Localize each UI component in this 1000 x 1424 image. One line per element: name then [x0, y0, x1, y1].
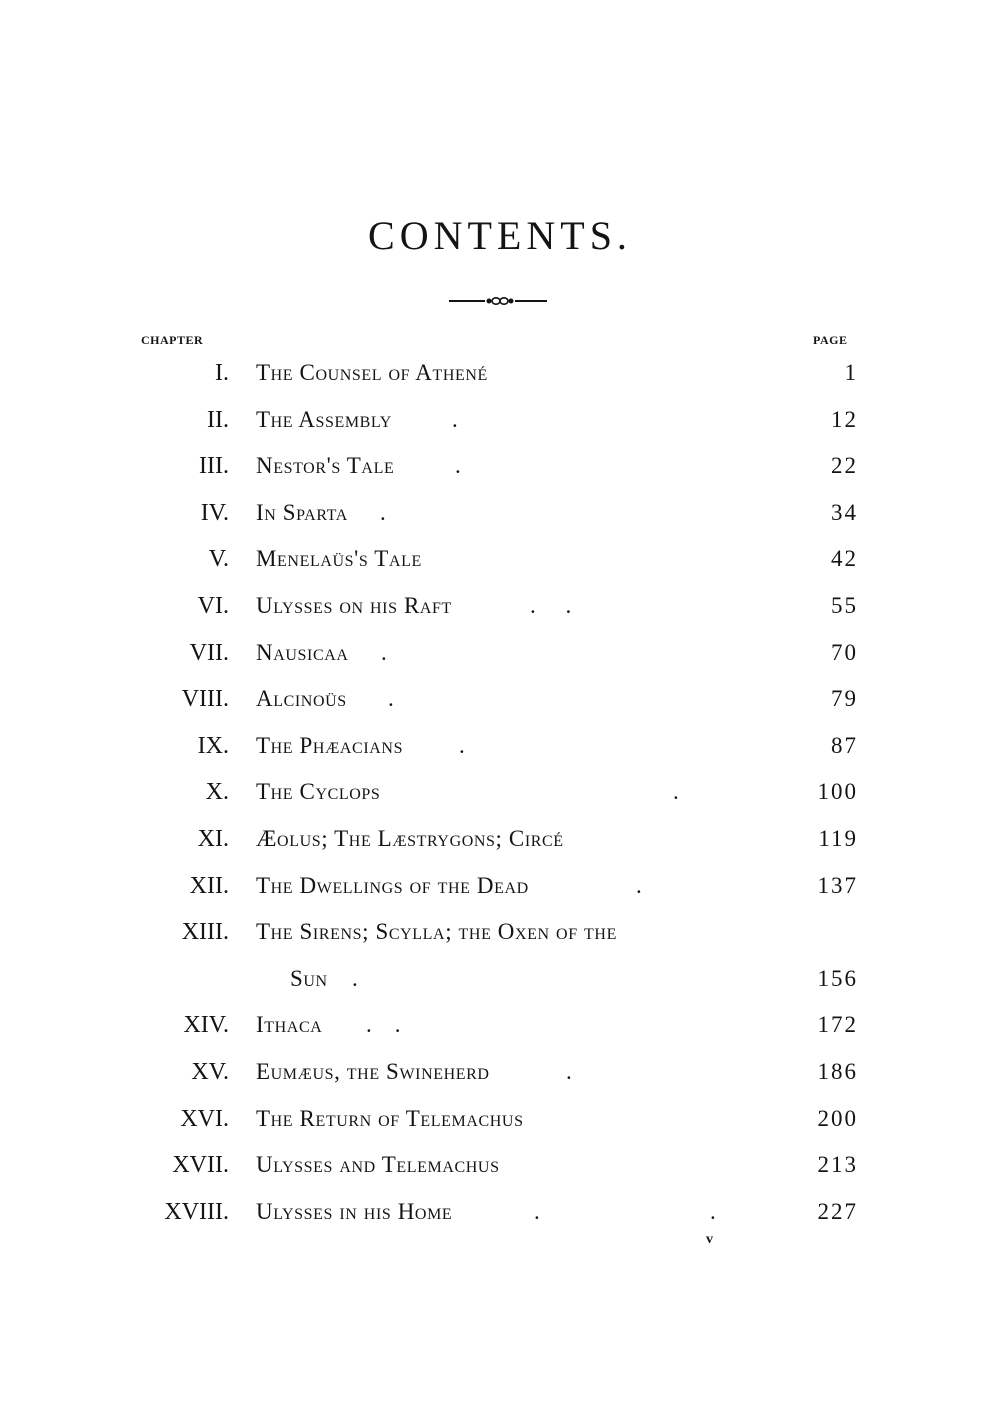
dot-leader: . [534, 1198, 540, 1224]
toc-row [0, 445, 1000, 492]
chapter-page: 119 [818, 825, 858, 851]
chapter-page: 227 [817, 1198, 858, 1224]
chapter-page: 79 [831, 686, 858, 712]
chapter-numeral: III. [199, 453, 229, 480]
chapter-title: The Dwellings of the Dead [256, 872, 529, 898]
chapter-numeral: VIII. [181, 686, 229, 713]
chapter-numeral: X. [205, 779, 229, 806]
chapter-numeral: XVII. [172, 1152, 229, 1179]
dot-leader: . [452, 406, 458, 432]
chapter-numeral: XIII. [181, 919, 229, 946]
chapter-page: 137 [817, 872, 858, 898]
dot-leader: . . [530, 592, 584, 618]
dot-leader-far: . [710, 1198, 716, 1224]
chapter-title: The Cyclops [256, 779, 381, 805]
toc-row [0, 399, 1000, 446]
chapter-title: Menelaüs's Tale [256, 546, 422, 572]
toc-row [0, 492, 1000, 539]
chapter-title-continued: Sun [290, 965, 328, 991]
chapter-page: 172 [817, 1012, 858, 1038]
chapter-numeral: XVIII. [164, 1198, 229, 1225]
toc-row [0, 865, 1000, 912]
dot-leader: . [381, 639, 387, 665]
chapter-title: Ulysses on his Raft [256, 592, 452, 618]
chapter-page: 186 [817, 1058, 858, 1084]
chapter-column-label: CHAPTER [141, 333, 204, 347]
page-title: CONTENTS. [368, 213, 632, 258]
chapter-page: 34 [831, 499, 858, 525]
ornament-divider-icon [449, 292, 547, 310]
toc-row [0, 771, 1000, 818]
page-column-label: PAGE [813, 333, 848, 347]
chapter-title: The Return of Telemachus [256, 1105, 524, 1131]
chapter-page: 55 [831, 592, 858, 618]
toc-row [0, 818, 1000, 865]
chapter-page: 22 [831, 453, 858, 479]
chapter-numeral: II. [207, 406, 229, 433]
chapter-title: The Phæacians [256, 732, 404, 758]
dot-leader: . [459, 732, 465, 758]
table-of-contents [0, 352, 1000, 1237]
chapter-title: In Sparta [256, 499, 348, 525]
toc-row [0, 1144, 1000, 1191]
toc-row [0, 352, 1000, 399]
chapter-title: The Counsel of Athené [256, 360, 488, 385]
chapter-numeral: XI. [197, 825, 229, 852]
chapter-title: Ulysses in his Home [256, 1198, 453, 1224]
toc-row [0, 911, 1000, 958]
chapter-title: Nestor's Tale [256, 453, 395, 479]
chapter-title: The Assembly [256, 406, 392, 432]
chapter-title: Ulysses and Telemachus [256, 1152, 500, 1178]
chapter-title: Eumæus, the Swineherd [256, 1058, 490, 1084]
folio-page-number: v [706, 1232, 713, 1247]
chapter-numeral: V. [208, 546, 229, 573]
chapter-page: 12 [831, 406, 858, 432]
chapter-page: 213 [817, 1152, 858, 1178]
toc-row [0, 678, 1000, 725]
chapter-title: Ithaca [256, 1012, 323, 1038]
chapter-title: Nausicaa [256, 639, 349, 665]
dot-leader: . [673, 779, 679, 805]
toc-row [0, 725, 1000, 772]
toc-row [0, 958, 1000, 1005]
toc-row [0, 1004, 1000, 1051]
chapter-page: 87 [831, 732, 858, 758]
dot-leader: . [455, 453, 461, 479]
chapter-page: 100 [817, 779, 858, 805]
dot-leader: . [636, 872, 642, 898]
chapter-title: Æolus; The Læstrygons; Circé [256, 825, 564, 851]
toc-row [0, 1191, 1000, 1238]
chapter-title: Alcinoüs [256, 686, 347, 712]
chapter-numeral: I. [215, 360, 229, 386]
chapter-page: 156 [817, 965, 858, 991]
chapter-page: 200 [817, 1105, 858, 1131]
toc-row [0, 538, 1000, 585]
chapter-numeral: XVI. [180, 1105, 229, 1132]
chapter-page: 1 [844, 360, 858, 385]
chapter-numeral: VI. [197, 592, 229, 619]
dot-leader: . [566, 1058, 572, 1084]
dot-leader: . [352, 965, 358, 991]
dot-leader: . . [366, 1012, 401, 1038]
toc-row [0, 1098, 1000, 1145]
chapter-numeral: IV. [200, 499, 229, 526]
toc-row [0, 585, 1000, 632]
dot-leader: . [380, 499, 386, 525]
chapter-numeral: XV. [191, 1058, 229, 1085]
chapter-page: 42 [831, 546, 858, 572]
toc-row [0, 1051, 1000, 1098]
toc-row [0, 632, 1000, 679]
chapter-numeral: IX. [197, 732, 229, 759]
chapter-page: 70 [831, 639, 858, 665]
dot-leader: . [388, 686, 394, 712]
chapter-numeral: XIV. [183, 1012, 229, 1039]
chapter-numeral: XII. [189, 872, 229, 899]
chapter-title: The Sirens; Scylla; the Oxen of the [256, 919, 617, 945]
chapter-numeral: VII. [189, 639, 229, 666]
